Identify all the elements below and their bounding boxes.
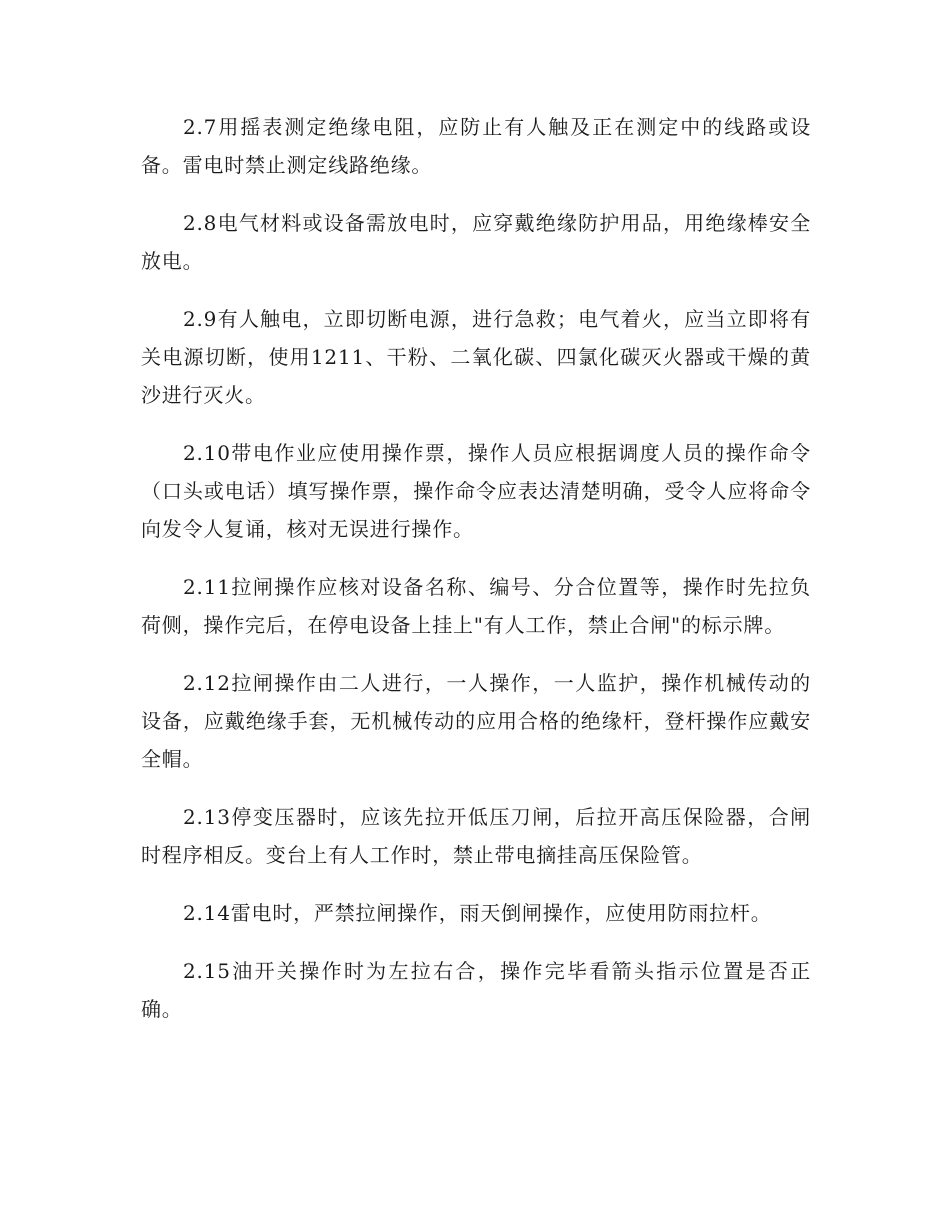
paragraph-2-14: 2.14雷电时，严禁拉闸操作，雨天倒闸操作，应使用防雨拉杆。: [183, 901, 772, 925]
paragraph-2-10: 2.10带电作业应使用操作票，操作人员应根据调度人员的操作命令（口头或电话）填写操作票，操作命令应表达清楚明确，受令人应将命令向发令人复诵，核对无误进行操作。: [141, 441, 811, 541]
paragraph-2-12: 2.12拉闸操作由二人进行，一人操作，一人监护，操作机械传动的设备，应戴绝缘手套，无机械传动的应用合格的绝缘杆，登杆操作应戴安全帽。: [141, 671, 811, 771]
paragraph-2-7: 2.7用摇表测定绝缘电阻，应防止有人触及正在测定中的线路或设备。雷电时禁止测定线路绝缘。: [141, 115, 811, 177]
document-body: [141, 108, 811, 1048]
paragraph-2-13: 2.13停变压器时，应该先拉开低压刀闸，后拉开高压保险器，合闸时程序相反。变台上有人工作时，禁止带电摘挂高压保险管。: [141, 805, 811, 867]
paragraph-2-11: 2.11拉闸操作应核对设备名称、编号、分合位置等，操作时先拉负荷侧，操作完后，在停电设备上挂上"有人工作，禁止合闸"的标示牌。: [141, 575, 811, 637]
paragraph-2-9: 2.9有人触电，立即切断电源，进行急救；电气着火，应当立即将有关电源切断，使用1211、干粉、二氧化碳、四氯化碳灭火器或干燥的黄沙进行灭火。: [141, 307, 811, 407]
paragraph-2-8: 2.8电气材料或设备需放电时，应穿戴绝缘防护用品，用绝缘棒安全放电。: [141, 211, 811, 273]
paragraph-2-15: 2.15油开关操作时为左拉右合，操作完毕看箭头指示位置是否正确。: [141, 959, 811, 1021]
